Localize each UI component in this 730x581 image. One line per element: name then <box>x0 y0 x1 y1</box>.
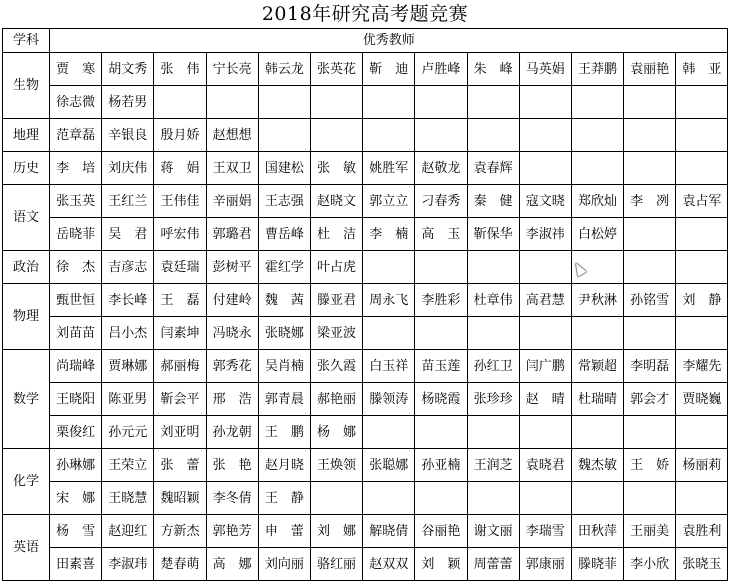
teacher-name-cell <box>519 251 571 284</box>
teacher-name-cell: 白松婷 <box>571 218 623 251</box>
teacher-name-cell: 宋 娜 <box>50 482 102 515</box>
teacher-name-cell: 郭康丽 <box>519 548 571 581</box>
teacher-name-cell <box>519 119 571 152</box>
header-row <box>3 29 728 53</box>
teacher-name-cell: 李淑祎 <box>519 218 571 251</box>
teacher-name-cell: 高君慧 <box>519 284 571 317</box>
teacher-name-cell: 常颖超 <box>571 350 623 383</box>
teacher-name-cell <box>258 119 310 152</box>
teacher-name-cell: 甄世恒 <box>50 284 102 317</box>
teacher-name-cell: 王 磊 <box>154 284 206 317</box>
table-row <box>3 515 728 548</box>
teacher-name-cell: 袁晓君 <box>519 449 571 482</box>
teacher-name-cell: 卢胜峰 <box>415 53 467 86</box>
teacher-name-cell: 刘苗苗 <box>50 317 102 350</box>
teacher-name-cell: 赵迎红 <box>102 515 154 548</box>
teacher-name-cell: 张 艳 <box>206 449 258 482</box>
teacher-name-cell: 贾 寒 <box>50 53 102 86</box>
teacher-name-cell: 李耀先 <box>676 350 728 383</box>
teacher-name-cell <box>571 317 623 350</box>
teacher-name-cell: 李淑玮 <box>102 548 154 581</box>
teacher-name-cell <box>676 86 728 119</box>
teacher-name-cell: 刘 娜 <box>310 515 362 548</box>
teacher-name-cell <box>519 152 571 185</box>
teacher-name-cell <box>676 317 728 350</box>
table-row <box>3 350 728 383</box>
teacher-name-cell: 孙龙朝 <box>206 416 258 449</box>
teacher-name-cell: 辛银良 <box>102 119 154 152</box>
teacher-name-cell: 杨 雪 <box>50 515 102 548</box>
teacher-name-cell: 王荣立 <box>102 449 154 482</box>
teacher-name-cell: 王志强 <box>258 185 310 218</box>
teacher-name-cell: 郭璐君 <box>206 218 258 251</box>
teacher-name-cell: 吕小杰 <box>102 317 154 350</box>
teacher-name-cell: 尹秋淋 <box>571 284 623 317</box>
teacher-name-cell: 田秋萍 <box>571 515 623 548</box>
teacher-name-cell: 寇文晓 <box>519 185 571 218</box>
teacher-name-cell: 刘向丽 <box>258 548 310 581</box>
teacher-name-cell: 张 敏 <box>310 152 362 185</box>
table-row <box>3 119 728 152</box>
teacher-name-cell: 赵敬龙 <box>415 152 467 185</box>
subject-cell: 数学 <box>3 350 50 449</box>
teacher-name-cell: 王红兰 <box>102 185 154 218</box>
teacher-name-cell: 王丽美 <box>624 515 676 548</box>
teacher-name-cell: 魏 茜 <box>258 284 310 317</box>
teacher-name-cell: 王焕领 <box>310 449 362 482</box>
teacher-name-cell <box>363 482 415 515</box>
teacher-name-cell <box>519 416 571 449</box>
teacher-name-cell: 李 冽 <box>624 185 676 218</box>
teacher-name-cell <box>310 86 362 119</box>
teacher-name-cell: 王润芝 <box>467 449 519 482</box>
teacher-name-cell: 袁廷瑞 <box>154 251 206 284</box>
teacher-name-cell: 胡文秀 <box>102 53 154 86</box>
teacher-name-cell: 梁亚波 <box>310 317 362 350</box>
teacher-name-cell: 范章磊 <box>50 119 102 152</box>
teacher-name-cell: 王 静 <box>258 482 310 515</box>
subject-cell: 生物 <box>3 53 50 119</box>
teacher-name-cell: 彭树平 <box>206 251 258 284</box>
teacher-name-cell: 刁春秀 <box>415 185 467 218</box>
teacher-name-cell <box>676 416 728 449</box>
subject-cell: 历史 <box>3 152 50 185</box>
teacher-name-cell <box>624 86 676 119</box>
table-row <box>3 86 728 119</box>
teacher-name-cell <box>571 119 623 152</box>
teacher-name-cell: 杨 娜 <box>310 416 362 449</box>
teacher-name-cell: 宁长亮 <box>206 53 258 86</box>
teacher-name-cell: 杜 洁 <box>310 218 362 251</box>
teachers-header: 优秀教师 <box>50 29 728 53</box>
teacher-name-cell: 贾晓巍 <box>676 383 728 416</box>
teacher-name-cell: 袁春辉 <box>467 152 519 185</box>
teacher-name-cell: 王 娇 <box>624 449 676 482</box>
teacher-name-cell: 张玉英 <box>50 185 102 218</box>
teacher-name-cell: 方新杰 <box>154 515 206 548</box>
teacher-name-cell: 张久霞 <box>310 350 362 383</box>
teacher-name-cell: 韩云龙 <box>258 53 310 86</box>
teacher-name-cell: 邢 浩 <box>206 383 258 416</box>
teacher-name-cell: 郭会才 <box>624 383 676 416</box>
teacher-name-cell: 王双卫 <box>206 152 258 185</box>
teacher-name-cell <box>467 251 519 284</box>
teacher-name-cell: 蒋 娟 <box>154 152 206 185</box>
teacher-name-cell: 秦 健 <box>467 185 519 218</box>
teacher-name-cell <box>676 251 728 284</box>
teacher-name-cell: 赵晓文 <box>310 185 362 218</box>
teacher-name-cell <box>624 152 676 185</box>
teacher-name-cell <box>363 317 415 350</box>
teacher-name-cell: 闫素坤 <box>154 317 206 350</box>
teacher-name-cell <box>363 119 415 152</box>
teacher-name-cell <box>624 218 676 251</box>
teacher-name-cell <box>571 482 623 515</box>
teacher-name-cell: 袁丽艳 <box>624 53 676 86</box>
subject-header: 学科 <box>3 29 50 53</box>
teacher-name-cell: 高 玉 <box>415 218 467 251</box>
teacher-name-cell <box>624 317 676 350</box>
teacher-name-cell: 赵 晴 <box>519 383 571 416</box>
table-row <box>3 218 728 251</box>
teacher-name-cell: 杜章伟 <box>467 284 519 317</box>
teacher-name-cell: 靳 迪 <box>363 53 415 86</box>
teacher-name-cell: 张 伟 <box>154 53 206 86</box>
teacher-name-cell: 姚胜军 <box>363 152 415 185</box>
teacher-name-cell: 徐志微 <box>50 86 102 119</box>
teacher-name-cell <box>154 86 206 119</box>
teacher-name-cell: 滕亚君 <box>310 284 362 317</box>
table-row <box>3 53 728 86</box>
teacher-name-cell: 田素喜 <box>50 548 102 581</box>
teacher-name-cell <box>519 317 571 350</box>
teacher-name-cell: 朱 峰 <box>467 53 519 86</box>
teacher-name-cell <box>415 251 467 284</box>
teacher-name-cell: 郭秀花 <box>206 350 258 383</box>
teacher-name-cell: 苗玉莲 <box>415 350 467 383</box>
teacher-name-cell: 高 娜 <box>206 548 258 581</box>
teacher-name-cell: 呼宏伟 <box>154 218 206 251</box>
teacher-name-cell: 刘亚明 <box>154 416 206 449</box>
teacher-name-cell: 杨若男 <box>102 86 154 119</box>
table-row <box>3 185 728 218</box>
teacher-name-cell <box>363 86 415 119</box>
teacher-name-cell <box>415 317 467 350</box>
teacher-name-cell: 杜瑞晴 <box>571 383 623 416</box>
teacher-name-cell: 李明磊 <box>624 350 676 383</box>
teacher-name-cell: 郝艳丽 <box>310 383 362 416</box>
teacher-name-cell: 吴 君 <box>102 218 154 251</box>
teacher-name-cell <box>624 251 676 284</box>
teacher-name-cell: 刘庆伟 <box>102 152 154 185</box>
teacher-name-cell <box>206 86 258 119</box>
teacher-name-cell <box>415 119 467 152</box>
teacher-name-cell: 李小欣 <box>624 548 676 581</box>
teacher-name-cell: 栗俊红 <box>50 416 102 449</box>
teacher-name-cell: 闫广鹏 <box>519 350 571 383</box>
teacher-name-cell: 曹岳峰 <box>258 218 310 251</box>
teacher-name-cell: 王晓阳 <box>50 383 102 416</box>
table-row <box>3 482 728 515</box>
teacher-name-cell: 徐 杰 <box>50 251 102 284</box>
teacher-name-cell: 李长峰 <box>102 284 154 317</box>
teacher-name-cell <box>467 86 519 119</box>
teacher-name-cell <box>676 218 728 251</box>
teacher-name-cell <box>467 416 519 449</box>
teacher-name-cell: 李瑞雪 <box>519 515 571 548</box>
teacher-name-cell: 刘 颖 <box>415 548 467 581</box>
teacher-name-cell: 滕晓菲 <box>571 548 623 581</box>
teacher-name-cell: 付建岭 <box>206 284 258 317</box>
teacher-name-cell: 张晓娜 <box>258 317 310 350</box>
teacher-name-cell: 韩 亚 <box>676 53 728 86</box>
teacher-name-cell <box>519 482 571 515</box>
teacher-name-cell: 贾琳娜 <box>102 350 154 383</box>
teacher-name-cell: 辛丽娟 <box>206 185 258 218</box>
teacher-name-cell: 李 楠 <box>363 218 415 251</box>
teacher-name-cell: 周蕾蕾 <box>467 548 519 581</box>
teacher-name-cell: 岳晓菲 <box>50 218 102 251</box>
teacher-name-cell <box>676 152 728 185</box>
table-row <box>3 251 728 284</box>
subject-cell: 地理 <box>3 119 50 152</box>
teacher-name-cell: 孙红卫 <box>467 350 519 383</box>
teacher-name-cell: 赵双双 <box>363 548 415 581</box>
teacher-name-cell: 孙铭雪 <box>624 284 676 317</box>
teacher-name-cell: 霍红学 <box>258 251 310 284</box>
teacher-name-cell: 赵月晓 <box>258 449 310 482</box>
teacher-name-cell <box>415 86 467 119</box>
teacher-name-cell: 张聪娜 <box>363 449 415 482</box>
subject-cell: 政治 <box>3 251 50 284</box>
teacher-name-cell: 李胜彩 <box>415 284 467 317</box>
teacher-name-cell: 白玉祥 <box>363 350 415 383</box>
teacher-name-cell: 孙亚楠 <box>415 449 467 482</box>
teacher-name-cell <box>258 86 310 119</box>
teacher-name-cell: 张 蕾 <box>154 449 206 482</box>
teacher-name-cell: 申 蕾 <box>258 515 310 548</box>
teacher-name-cell <box>571 86 623 119</box>
teacher-name-cell <box>571 416 623 449</box>
teacher-name-cell: 殷月娇 <box>154 119 206 152</box>
teacher-name-cell: 魏杰敏 <box>571 449 623 482</box>
teacher-name-cell: 靳会平 <box>154 383 206 416</box>
teacher-name-cell: 赵想想 <box>206 119 258 152</box>
teacher-name-cell: 陈亚男 <box>102 383 154 416</box>
subject-cell: 化学 <box>3 449 50 515</box>
teacher-name-cell: 骆红丽 <box>310 548 362 581</box>
teacher-name-cell: 马英娟 <box>519 53 571 86</box>
teacher-name-cell: 王伟佳 <box>154 185 206 218</box>
teacher-name-cell <box>310 119 362 152</box>
teacher-name-cell: 刘 静 <box>676 284 728 317</box>
teacher-name-cell <box>363 416 415 449</box>
subject-cell: 英语 <box>3 515 50 581</box>
teacher-name-cell <box>310 482 362 515</box>
teacher-name-cell: 孙元元 <box>102 416 154 449</box>
teacher-name-cell: 王 鹏 <box>258 416 310 449</box>
teacher-name-cell: 张珍珍 <box>467 383 519 416</box>
teacher-name-cell <box>676 482 728 515</box>
teacher-name-cell: 郑欣灿 <box>571 185 623 218</box>
teacher-name-cell: 袁占军 <box>676 185 728 218</box>
teacher-name-cell: 谷丽艳 <box>415 515 467 548</box>
teacher-name-cell: 郭青晨 <box>258 383 310 416</box>
teacher-name-cell: 王莽鹏 <box>571 53 623 86</box>
teacher-name-cell: 郭艳芳 <box>206 515 258 548</box>
teacher-name-cell <box>624 119 676 152</box>
teacher-name-cell: 吉彦志 <box>102 251 154 284</box>
teacher-name-cell: 郭立立 <box>363 185 415 218</box>
teacher-name-cell: 王晓慧 <box>102 482 154 515</box>
teacher-name-cell: 叶占虎 <box>310 251 362 284</box>
teacher-name-cell: 杨晓霞 <box>415 383 467 416</box>
teacher-name-cell: 周永飞 <box>363 284 415 317</box>
teacher-name-cell: 郝丽梅 <box>154 350 206 383</box>
table-row <box>3 548 728 581</box>
teacher-name-cell: 滕领涛 <box>363 383 415 416</box>
teacher-name-cell: 袁胜利 <box>676 515 728 548</box>
teacher-name-cell <box>415 482 467 515</box>
subject-cell: 语文 <box>3 185 50 251</box>
teacher-table <box>2 28 728 581</box>
teacher-name-cell <box>415 416 467 449</box>
teacher-name-cell: 冯晓永 <box>206 317 258 350</box>
teacher-name-cell: 吴肖楠 <box>258 350 310 383</box>
teacher-name-cell <box>624 416 676 449</box>
teacher-name-cell: 楚春萌 <box>154 548 206 581</box>
teacher-name-cell: 张英花 <box>310 53 362 86</box>
teacher-name-cell <box>676 119 728 152</box>
teacher-name-cell <box>363 251 415 284</box>
table-row <box>3 284 728 317</box>
teacher-name-cell: 尚瑞峰 <box>50 350 102 383</box>
table-row <box>3 383 728 416</box>
teacher-name-cell: 李冬倩 <box>206 482 258 515</box>
table-row <box>3 317 728 350</box>
teacher-name-cell: 国建松 <box>258 152 310 185</box>
teacher-name-cell <box>519 86 571 119</box>
teacher-name-cell: 李 培 <box>50 152 102 185</box>
teacher-name-cell <box>467 482 519 515</box>
teacher-name-cell <box>624 482 676 515</box>
table-row <box>3 449 728 482</box>
teacher-name-cell: 解晓倩 <box>363 515 415 548</box>
teacher-name-cell: 靳保华 <box>467 218 519 251</box>
teacher-name-cell: 杨丽莉 <box>676 449 728 482</box>
teacher-name-cell: 谢文丽 <box>467 515 519 548</box>
teacher-name-cell: 孙琳娜 <box>50 449 102 482</box>
table-row <box>3 152 728 185</box>
table-row <box>3 416 728 449</box>
teacher-name-cell: 张晓玉 <box>676 548 728 581</box>
teacher-name-cell <box>467 119 519 152</box>
teacher-name-cell <box>467 317 519 350</box>
page-title: 2018年研究高考题竞赛 <box>261 3 469 25</box>
teacher-name-cell: 魏昭颖 <box>154 482 206 515</box>
subject-cell: 物理 <box>3 284 50 350</box>
teacher-name-cell <box>571 152 623 185</box>
